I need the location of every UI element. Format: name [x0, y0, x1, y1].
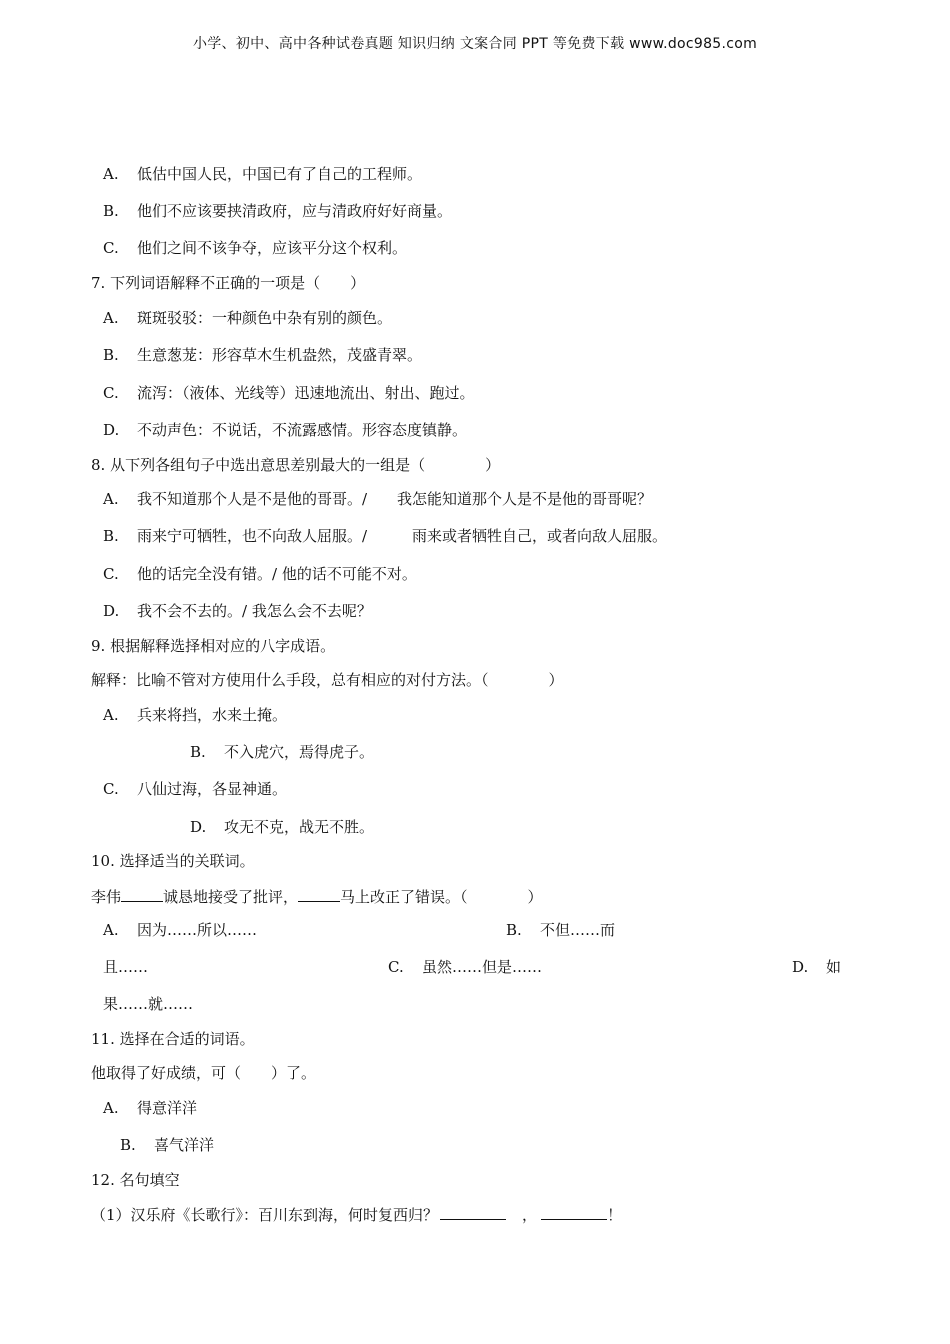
- q8-option-a: A. 我不知道那个人是不是他的哥哥。/ 我怎能知道那个人是不是他的哥哥呢？: [103, 490, 653, 508]
- q8-option-d: D. 我不会不去的。/ 我怎么会不去呢？: [103, 602, 372, 620]
- q9-option-c: C. 八仙过海，各显神通。: [103, 780, 288, 798]
- q8-stem: 8. 从下列各组句子中选出意思差别最大的一组是（ ）: [91, 456, 501, 474]
- q10-option-d-cont: 果……就……: [103, 995, 194, 1013]
- q8-option-c: C. 他的话完全没有错。/ 他的话不可能不对。: [103, 565, 417, 583]
- q8-option-b: B. 雨来宁可牺牲，也不向敌人屈服。/ 雨来或者牺牲自己，或者向敌人屈服。: [103, 527, 668, 545]
- q10-stem: 10. 选择适当的关联词。: [91, 852, 255, 870]
- q11-stem: 11. 选择在合适的词语。: [91, 1030, 255, 1048]
- q7-option-d: D. 不动声色：不说话，不流露感情。形容态度镇静。: [103, 421, 468, 439]
- q6-option-b: B. 他们不应该要挟清政府，应与清政府好好商量。: [103, 202, 453, 220]
- q7-option-c: C. 流泻：（液体、光线等）迅速地流出、射出、跑过。: [103, 384, 475, 402]
- q7-option-b: B. 生意葱茏：形容草木生机盎然，茂盛青翠。: [103, 346, 423, 364]
- q9-explanation: 解释：比喻不管对方使用什么手段，总有相应的对付方法。（ ）: [91, 671, 564, 689]
- q9-stem: 9. 根据解释选择相对应的八字成语。: [91, 637, 336, 655]
- q12-stem: 12. 名句填空: [91, 1171, 180, 1189]
- q10-option-c: C. 虽然……但是……: [388, 958, 543, 976]
- q6-option-c: C. 他们之间不该争夺，应该平分这个权利。: [103, 239, 408, 257]
- q11-sentence: 他取得了好成绩，可（ ）了。: [91, 1064, 317, 1082]
- page-header: 小学、初中、高中各种试卷真题 知识归纳 文案合同 PPT 等免费下载 www.doc985.com: [192, 36, 758, 52]
- q7-option-a: A. 斑斑驳驳：一种颜色中杂有别的颜色。: [103, 309, 393, 327]
- q10-option-b: B. 不但……而: [506, 921, 616, 939]
- q6-option-a: A. 低估中国人民，中国已有了自己的工程师。: [103, 165, 423, 183]
- q12-item-1: （1）汉乐府《长歌行》：百川东到海，何时复西归？ ， ！: [91, 1206, 623, 1224]
- q11-option-b: B. 喜气洋洋: [120, 1136, 215, 1154]
- q10-option-d: D. 如: [792, 958, 842, 976]
- q7-stem: 7. 下列词语解释不正确的一项是（ ）: [91, 274, 366, 292]
- q9-option-d: D. 攻无不克，战无不胜。: [190, 818, 375, 836]
- q9-option-b: B. 不入虎穴，焉得虎子。: [190, 743, 375, 761]
- q12-blank-2: [541, 1205, 607, 1220]
- q11-option-a: A. 得意洋洋: [103, 1099, 198, 1117]
- q10-blank-2: [298, 887, 340, 902]
- q9-option-a: A. 兵来将挡，水来土掩。: [103, 706, 288, 724]
- q12-blank-1: [440, 1205, 506, 1220]
- q10-sentence: 李伟 诚恳地接受了批评， 马上改正了错误。（ ）: [91, 888, 543, 906]
- q10-option-b-cont: 且……: [103, 958, 149, 976]
- q10-blank-1: [121, 887, 163, 902]
- q10-option-a: A. 因为……所以……: [103, 921, 258, 939]
